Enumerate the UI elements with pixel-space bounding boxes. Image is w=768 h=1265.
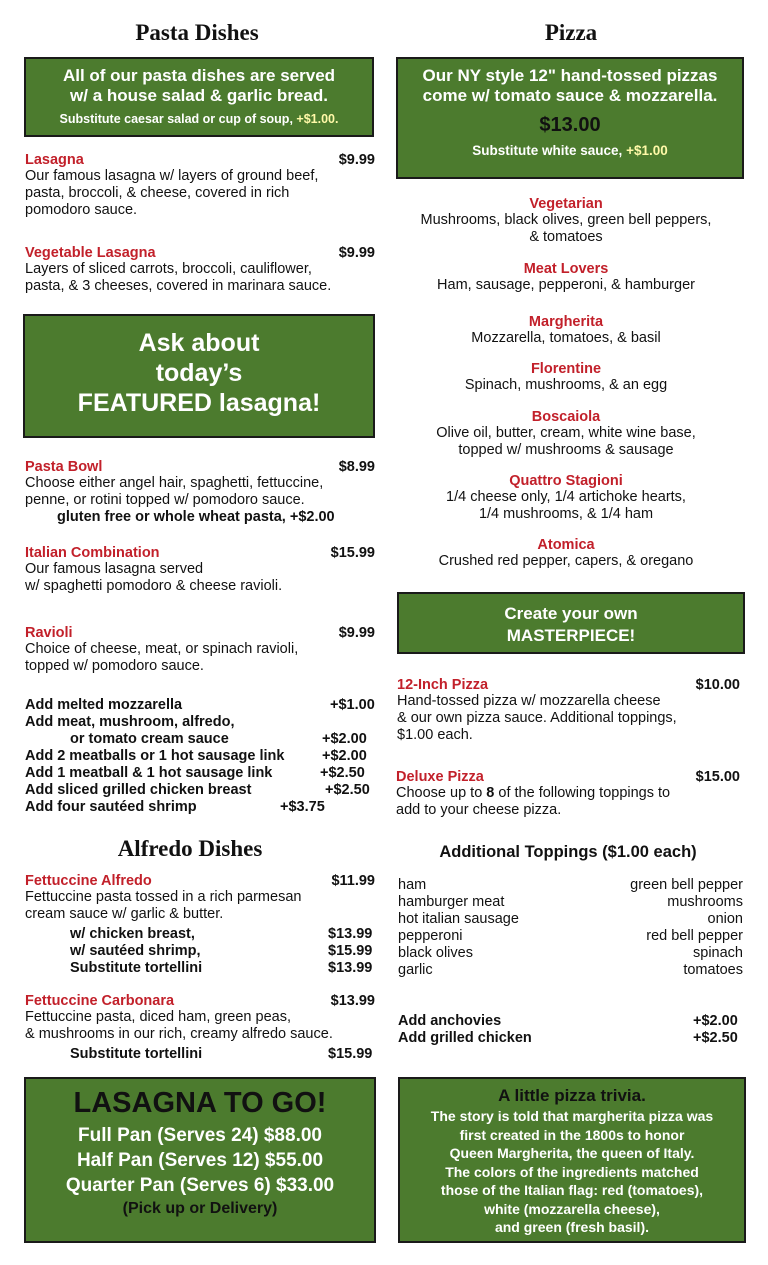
specialty-desc: 1/4 cheese only, 1/4 artichoke hearts, (446, 489, 686, 505)
item-name: Lasagna (25, 152, 84, 168)
item-desc-line: Choice of cheese, meat, or spinach ravioli, (25, 641, 299, 657)
specialty-boscaiola (396, 409, 736, 459)
topping-item: tomatoes (683, 962, 743, 978)
item-name: Fettuccine Alfredo (25, 873, 152, 889)
trivia-line: Queen Margherita, the queen of Italy. (449, 1145, 695, 1161)
pasta-dishes-heading: Pasta Dishes (135, 20, 259, 45)
trivia-line: first created in the 1800s to honor (459, 1126, 685, 1143)
addon-price: +$2.00 (322, 731, 367, 747)
featured-line2: today’s (155, 359, 243, 387)
item-name: Vegetable Lasagna (25, 245, 156, 261)
pasta-info-line2: w/ a house salad & garlic bread. (70, 86, 328, 105)
topping-item: onion (707, 911, 743, 927)
topping-item: black olives (398, 945, 473, 961)
pasta-info-sub-text: Substitute caesar salad or cup of soup, (59, 112, 293, 126)
item-price: $11.99 (331, 873, 375, 889)
specialty-name: Meat Lovers (523, 261, 609, 277)
menu-item-pasta-bowl (25, 459, 375, 526)
addon-label: Add 1 meatball & 1 hot sausage link (25, 765, 273, 781)
topping-item: red bell pepper (646, 928, 743, 944)
to-go-line: Quarter Pan (Serves 6) $33.00 (65, 1175, 335, 1196)
item-name: Pasta Bowl (25, 459, 103, 475)
specialty-name: Florentine (530, 361, 602, 377)
create-your-own-box (397, 592, 745, 654)
item-price: $8.99 (338, 459, 375, 475)
menu-item-fettuccine-alfredo (25, 873, 375, 923)
deluxe-topping-count: 8 (486, 785, 495, 801)
item-name: Fettuccine Carbonara (25, 993, 175, 1009)
deluxe-desc-text: Choose up to (396, 785, 487, 801)
trivia-line: The story is told that margherita pizza was (430, 1108, 714, 1124)
trivia-line: The colors of the ingredients matched (445, 1163, 699, 1180)
item-desc-line: cream sauce w/ garlic & butter. (25, 906, 224, 922)
item-desc-line: Fettuccine pasta, diced ham, green peas, (25, 1009, 291, 1025)
specialty-desc: & tomatoes (529, 229, 603, 245)
addon-price: +$3.75 (280, 799, 325, 815)
addon-price: +$2.50 (325, 782, 370, 798)
specialty-vegetarian (396, 196, 736, 246)
to-go-note: (Pick up or Delivery) (122, 1200, 278, 1217)
extra-label: Add anchovies (398, 1013, 502, 1029)
specialty-quattro-stagioni (396, 473, 736, 523)
specialty-desc: Spinach, mushrooms, & an egg (464, 377, 668, 393)
item-desc-line: Layers of sliced carrots, broccoli, cauliflower, (25, 261, 312, 277)
topping-item: garlic (398, 962, 433, 978)
menu-item-fettuccine-carbonara (25, 993, 375, 1043)
create-line2: MASTERPIECE! (506, 626, 636, 645)
item-price: $9.99 (338, 625, 375, 641)
specialty-name: Boscaiola (531, 409, 601, 425)
pizza-info-sub-price: +$1.00 (626, 143, 668, 158)
menu-item-lasagna (25, 152, 375, 219)
extra-label: Add grilled chicken (398, 1030, 532, 1046)
item-desc-line: pomodoro sauce. (25, 202, 138, 218)
item-price: $15.00 (695, 769, 740, 785)
specialty-desc: Mushrooms, black olives, green bell peppers, (420, 212, 712, 228)
pasta-info-sub-price: +$1.00. (296, 112, 339, 126)
specialty-atomica (396, 537, 736, 570)
alfredo-dishes-heading: Alfredo Dishes (117, 836, 263, 861)
to-go-title: LASAGNA TO GO! (73, 1087, 327, 1119)
pizza-info-sub-text: Substitute white sauce, (472, 143, 623, 158)
addon-price: +$1.00 (330, 697, 375, 713)
toppings-left-list (398, 877, 519, 979)
item-desc-line: add to your cheese pizza. (396, 802, 562, 818)
specialty-desc: topped w/ mushrooms & sausage (458, 442, 674, 458)
addon-label: Add 2 meatballs or 1 hot sausage link (25, 748, 285, 764)
item-desc-line: & our own pizza sauce. Additional toppings, (397, 710, 677, 726)
topping-item: mushrooms (667, 894, 743, 910)
item-price: $15.99 (330, 545, 375, 561)
item-name: Ravioli (25, 625, 73, 641)
item-name: Italian Combination (25, 545, 160, 561)
pasta-info-line1: All of our pasta dishes are served (62, 66, 336, 85)
pizza-info-box (396, 57, 744, 179)
pasta-info-box (24, 57, 374, 137)
item-price: $9.99 (338, 245, 375, 261)
item-desc-line: topped w/ pomodoro sauce. (25, 658, 204, 674)
pasta-info-sub (26, 112, 372, 126)
extra-price: +$2.00 (693, 1013, 738, 1029)
addon-label: Add four sautéed shrimp (25, 799, 197, 815)
pizza-info-sub (398, 143, 742, 158)
item-desc-line: & mushrooms in our rich, creamy alfredo sauce. (25, 1026, 333, 1042)
featured-line1: Ask about (138, 329, 260, 357)
additional-toppings-heading: Additional Toppings ($1.00 each) (439, 843, 697, 861)
addon-label: or tomato cream sauce (70, 731, 229, 747)
topping-item: spinach (693, 945, 743, 961)
lasagna-to-go-box (24, 1077, 376, 1243)
create-line1: Create your own (504, 604, 638, 623)
specialty-name: Vegetarian (529, 196, 603, 212)
option-price: $13.99 (328, 926, 373, 942)
item-price: $9.99 (338, 152, 375, 168)
item-price: $13.99 (330, 993, 375, 1009)
item-desc-line: pasta, broccoli, & cheese, covered in rich (25, 185, 290, 201)
to-go-line: Full Pan (Serves 24) $88.00 (78, 1125, 322, 1146)
specialty-desc: Ham, sausage, pepperoni, & hamburger (437, 277, 695, 293)
pizza-base-price: $13.00 (539, 114, 601, 136)
addon-label: Add meat, mushroom, alfredo, (25, 714, 235, 730)
menu-item-deluxe-pizza (396, 769, 740, 819)
toppings-right-list (630, 877, 743, 979)
topping-item: hamburger meat (398, 894, 505, 910)
specialty-desc: Olive oil, butter, cream, white wine base, (436, 425, 696, 441)
option-label: Substitute tortellini (70, 960, 203, 976)
trivia-line: and green (fresh basil). (494, 1219, 650, 1235)
item-name: Deluxe Pizza (396, 769, 484, 785)
addon-label: Add sliced grilled chicken breast (25, 782, 252, 798)
specialty-margherita (396, 314, 736, 347)
option-label: w/ sautéed shrimp, (70, 943, 201, 959)
specialty-name: Quattro Stagioni (509, 473, 623, 489)
featured-line3: FEATURED lasagna! (77, 389, 321, 417)
item-desc-line: Choose either angel hair, spaghetti, fettuccine, (25, 475, 324, 491)
item-price: $10.00 (695, 677, 740, 693)
item-desc-line: Our famous lasagna served (25, 561, 204, 577)
topping-item: hot italian sausage (398, 911, 519, 927)
menu-item-ravioli (25, 625, 375, 675)
addon-price: +$2.50 (320, 765, 365, 781)
specialty-desc: Crushed red pepper, capers, & oregano (438, 553, 694, 569)
extra-price: +$2.50 (693, 1030, 738, 1046)
menu-item-italian-combination (25, 545, 375, 595)
deluxe-desc-text: of the following toppings to (494, 785, 671, 801)
item-extra: gluten free or whole wheat pasta, +$2.00 (57, 509, 335, 525)
topping-item: green bell pepper (630, 877, 743, 893)
addon-label: Add melted mozzarella (25, 697, 183, 713)
item-desc-line (396, 785, 740, 802)
menu-item-12-inch-pizza (397, 677, 740, 744)
specialty-desc: 1/4 mushrooms, & 1/4 ham (478, 506, 654, 522)
addon-price: +$2.00 (322, 748, 367, 764)
item-desc-line: $1.00 each. (397, 727, 473, 743)
to-go-line: Half Pan (Serves 12) $55.00 (76, 1150, 324, 1171)
specialty-name: Atomica (537, 537, 595, 553)
option-price: $13.99 (328, 960, 373, 976)
trivia-title: A little pizza trivia. (498, 1086, 646, 1105)
item-name: 12-Inch Pizza (397, 677, 489, 693)
topping-item: ham (398, 877, 427, 893)
featured-lasagna-box (23, 314, 375, 438)
option-price: $15.99 (328, 1046, 373, 1062)
item-desc-line: Fettuccine pasta tossed in a rich parmesan (25, 889, 302, 905)
pizza-info-line1: Our NY style 12" hand-tossed pizzas (422, 66, 718, 85)
item-desc-line: w/ spaghetti pomodoro & cheese ravioli. (25, 578, 283, 594)
specialty-name: Margherita (528, 314, 604, 330)
trivia-line: white (mozzarella cheese), (484, 1200, 660, 1217)
item-desc-line: penne, or rotini topped w/ pomodoro sauce. (25, 492, 305, 508)
option-price: $15.99 (328, 943, 373, 959)
specialty-florentine (396, 361, 736, 394)
specialty-desc: Mozzarella, tomatoes, & basil (471, 330, 661, 346)
item-desc-line: Hand-tossed pizza w/ mozzarella cheese (397, 693, 661, 709)
topping-item: pepperoni (398, 928, 463, 944)
item-desc-line: pasta, & 3 cheeses, covered in marinara sauce. (25, 278, 332, 294)
menu-item-vegetable-lasagna (25, 245, 375, 295)
specialty-meat-lovers (396, 261, 736, 294)
item-desc-line: Our famous lasagna w/ layers of ground beef, (25, 168, 319, 184)
trivia-line: those of the Italian flag: red (tomatoes), (440, 1182, 704, 1198)
pizza-heading: Pizza (544, 20, 598, 45)
pizza-trivia-box (398, 1077, 746, 1243)
pizza-info-line2: come w/ tomato sauce & mozzarella. (422, 86, 718, 105)
option-label: Substitute tortellini (70, 1046, 203, 1062)
option-label: w/ chicken breast, (70, 926, 195, 942)
